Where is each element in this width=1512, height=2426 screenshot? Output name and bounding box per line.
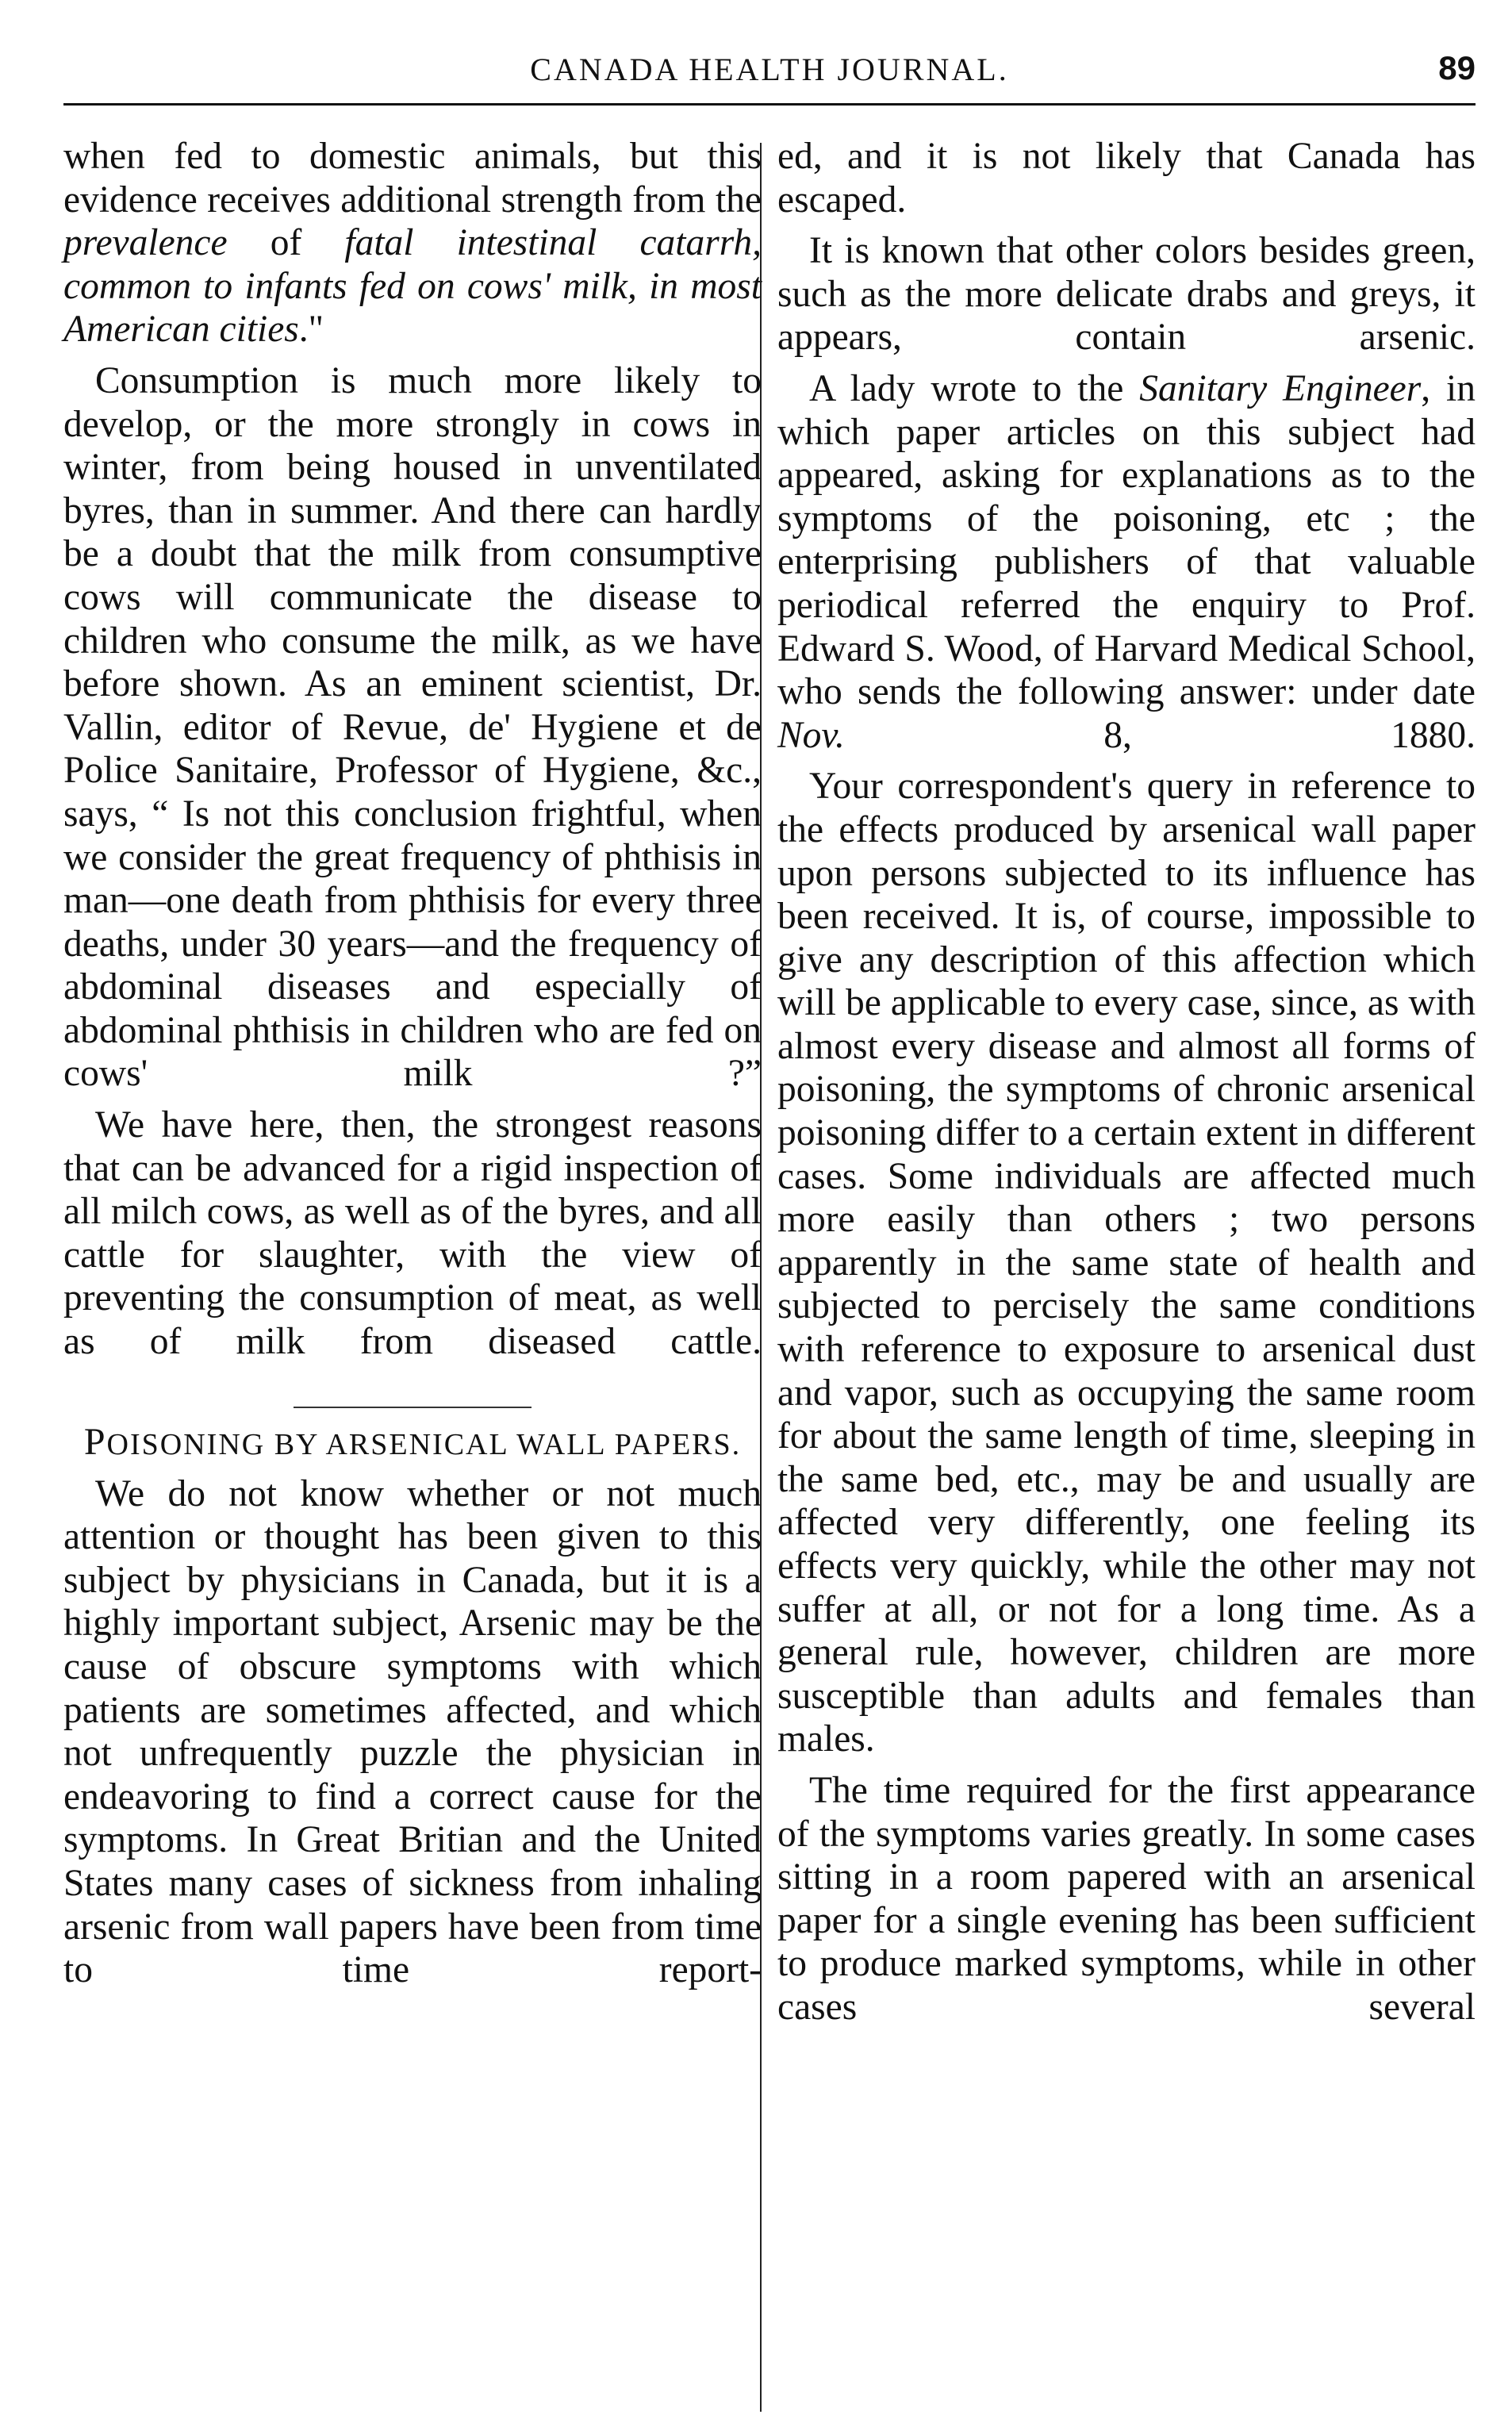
page-header bbox=[63, 51, 1476, 98]
paragraph-arsenic-intro: We do not know whether or not much attention or thought has been given to this subject by physicians in Canada, but it is a highly important subject, Arsenic may be the cause of obscure symptoms with which patients are sometimes affected, and which not unfrequently puzzle the physician in endeavoring to find a correct cause for the symptoms. In Great Britian and the United States many cases of sickness from inhaling arsenic from wall papers have been from time to time report- bbox=[63, 1472, 762, 1991]
paragraph-inspection: We have here, then, the strongest reasons that can be advanced for a rigid inspection of all milch cows, as well as of the byres, and all cattle for slaughter, with the view of preventing the consumption of meat, as well as of milk from diseased cattle. bbox=[63, 1104, 762, 1363]
paragraph-time-required: The time required for the first appearance of the symptoms varies greatly. In some cases sitting in a room papered with an arsenical paper for a single evening has been sufficient to produce marked symptoms, while in other cases several bbox=[777, 1769, 1476, 2028]
column-divider bbox=[760, 143, 762, 2412]
running-title: CANADA HEALTH JOURNAL. bbox=[530, 52, 1009, 87]
paragraph-correspondent-answer: Your correspondent's query in reference to the effects produced by arsenical wall paper upon persons subjected to its influence has been received. It is, of course, impossible to give any description of this affection which will be applicable to every case, since, as with almost every disease and almost all forms of poisoning, the symptoms of chronic arsenical poisoning differ to a certain extent in different cases. Some individuals are affected much more easily than others ; two persons apparently in the same state of health and subjected to percisely the same conditions with reference to exposure to arsenical dust and vapor, such as occupying the same room for about the same length of time, sleeping in the same bed, etc., may be and usually are affected very differently, one feeling its effects very quickly, while the other may not suffer at all, or not for a long time. As a general rule, however, children are more susceptible than adults and females than males. bbox=[777, 766, 1476, 1760]
header-rule bbox=[63, 103, 1476, 106]
paragraph-canada-escaped: ed, and it is not likely that Canada has escaped. bbox=[777, 136, 1476, 221]
section-heading: POISONING BY ARSENICAL WALL PAPERS. bbox=[83, 1420, 742, 1463]
section-divider bbox=[294, 1407, 532, 1408]
page-number: 89 bbox=[1438, 49, 1476, 86]
paragraph-consumption: Consumption is much more likely to develop, or the more strongly in cows in winter, from being housed in unventilated byres, than in summer. And there can hardly be a doubt that the milk from consumptive cows will communicate the disease to children who consume the milk, as we have before shown. As an eminent scientist, Dr. Vallin, editor of Revue, de' Hygiene et de Police Sanitaire, Professor of Hygiene, &c., says, “ Is not this conclusion frightful, when we consider the great frequency of phthisis in man—one death from phthisis for every three deaths, under 30 years—and the frequency of abdominal diseases and especially of abdominal phthisis in children who are fed on cows' milk ?” bbox=[63, 359, 762, 1095]
left-column bbox=[63, 135, 762, 2000]
paragraph-other-colors: It is known that other colors besides green, such as the more delicate drabs and greys, it appears, contain arsenic. bbox=[777, 230, 1476, 359]
right-column bbox=[777, 135, 1476, 2037]
paragraph-lady-letter: A lady wrote to the Sanitary Engineer, in which paper articles on this subject had appeared, asking for explanations as to the symptoms of the poisoning, etc ; the enterprising publishers of that valuable periodical referred the enquiry to Prof. Edward S. Wood, of Harvard Medical School, who sends the following answer: under date Nov. 8, 1880. bbox=[777, 367, 1476, 756]
paragraph-milk-evidence: when fed to domestic animals, but this evidence receives additional strength from the prevalence of fatal intestinal catarrh, common to infants fed on cows' milk, in most American cities." bbox=[63, 136, 762, 351]
